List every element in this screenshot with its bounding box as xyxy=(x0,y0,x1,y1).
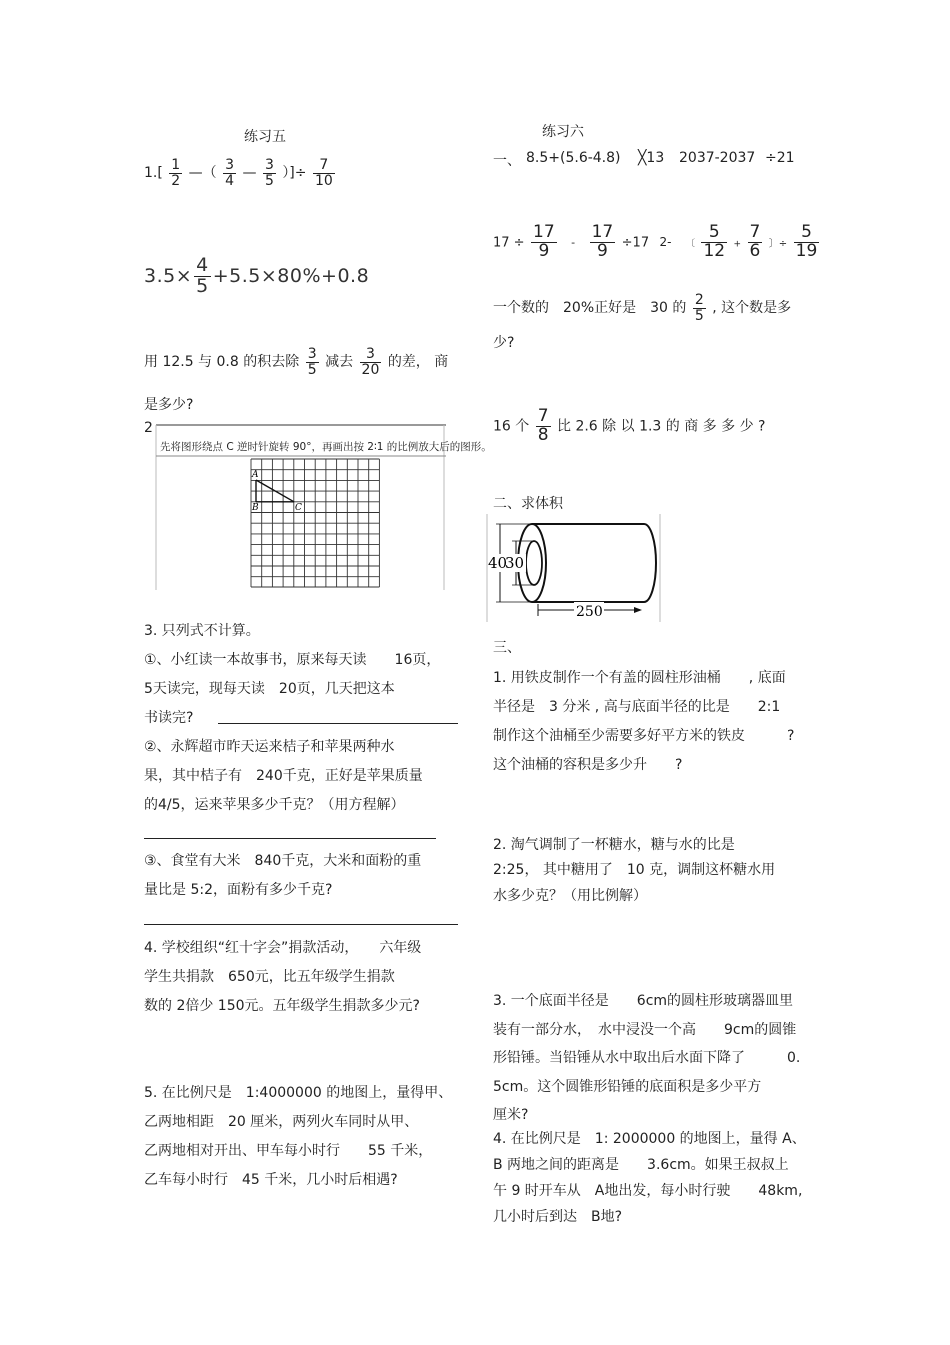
percent-question: 一个数的 20%正好是 30 的 $\frac{2}{5}$ , 这个数是多 xyxy=(493,292,792,324)
decimal-expression: 3.5× $\frac{4}{5}$ +5.5×80%+0.8 xyxy=(144,254,370,297)
question-3-title: 3. 只列式不计算。 xyxy=(144,623,260,639)
s3-p4-line: 4. 在比例尺是 1: 2000000 的地图上，量得 A、 xyxy=(493,1131,806,1147)
fraction: $\frac{7}{8}$ xyxy=(537,406,549,445)
q3-b-line: 果，其中桔子有 240千克，正好是苹果质量 xyxy=(144,768,423,784)
q3-b-line: ②、永辉超市昨天运来桔子和苹果两种水 xyxy=(144,739,395,755)
section-2-title: 二、求体积 xyxy=(493,496,563,512)
s3-p4-line: 几小时后到达 B地? xyxy=(493,1209,623,1225)
s3-p2-line: 2:25， 其中糖用了 10 克，调制这杯糖水用 xyxy=(493,862,776,878)
fraction: $\frac{3}{5}$ xyxy=(307,346,317,378)
calc-expression: ÷21 xyxy=(765,150,795,166)
q3-a-line: 书读完? xyxy=(144,710,194,726)
s3-p1-line: 制作这个油桶至少需要多好平方米的铁皮 ? xyxy=(493,728,795,744)
outer-diameter-label: 40 xyxy=(488,554,508,572)
page-title-left: 练习五 xyxy=(244,129,286,145)
page-title-right: 练习六 xyxy=(542,124,584,140)
s3-p2-line: 水多少克？（用比例解） xyxy=(493,888,647,904)
s3-p3-line: 5cm。这个圆锥形铅锤的底面积是多少平方 xyxy=(493,1079,762,1095)
fraction: $\frac{7}{10}$ xyxy=(314,157,333,189)
q5-line: 乙两地相对开出、甲车每小时行 55 千米， xyxy=(144,1143,433,1159)
calc-expression: 2037-2037 xyxy=(679,150,756,166)
s3-p2-line: 2. 淘气调制了一杯糖水，糖与水的比是 xyxy=(493,837,735,853)
q1-operator: —（ xyxy=(188,165,217,182)
fraction: $\frac{17}{9}$ xyxy=(533,222,555,261)
s3-p3-line: 形铅锤。当铅锤从水中取出后水面下降了 0. xyxy=(493,1050,801,1066)
point-label: A xyxy=(252,470,259,480)
question-1-expression xyxy=(144,158,337,188)
fraction: $\frac{5}{19}$ xyxy=(795,222,818,261)
s3-p3-line: 3. 一个底面半径是 6cm的圆柱形玻璃器皿里 xyxy=(493,993,794,1009)
inner-diameter-label: 30 xyxy=(505,554,525,572)
answer-line xyxy=(218,723,458,724)
q3-a-line: 5天读完，现每天读 20页，几天把这本 xyxy=(144,681,395,697)
grid-lines xyxy=(251,459,379,587)
fraction: $\frac{1}{2}$ xyxy=(171,157,181,189)
fraction-row: 17 ÷ $\frac{17}{9}$ - $\frac{17}{9}$ ÷17 2- 〔 $\frac{5}{12}$ + $\frac{7}{6}$ 〕÷ $\frac{5}{19}$ xyxy=(493,222,818,261)
product-question-cont: 是多少? xyxy=(144,397,194,413)
fraction: $\frac{3}{5}$ xyxy=(264,157,274,189)
cylinder-figure xyxy=(486,514,662,624)
q1-operator: — xyxy=(242,165,257,182)
s3-p4-line: 午 9 时开车从 A地出发，每小时行驶 48km, xyxy=(493,1183,803,1199)
fraction: $\frac{5}{12}$ xyxy=(703,222,726,261)
point-label: C xyxy=(295,503,302,513)
percent-question-cont: 少? xyxy=(493,335,515,351)
q4-line: 学生共捐款 650元，比五年级学生捐款 xyxy=(144,969,395,985)
s3-p1-line: 半径是 3 分米 , 高与底面半径的比是 2:1 xyxy=(493,699,781,715)
point-label: B xyxy=(252,503,259,513)
fraction: $\frac{3}{20}$ xyxy=(361,346,380,378)
q4-line: 数的 2倍少 150元。五年级学生捐款多少元? xyxy=(144,998,420,1014)
s3-p4-line: B 两地之间的距离是 3.6cm。如果王叔叔上 xyxy=(493,1157,789,1173)
question-2-number: 2 xyxy=(144,420,153,436)
section-1-label: 一、 xyxy=(493,153,521,169)
q3-c-line: 量比是 5:2，面粉有多少千克? xyxy=(144,882,333,898)
fraction: $\frac{3}{4}$ xyxy=(225,157,235,189)
fraction: $\frac{17}{9}$ xyxy=(591,222,614,261)
q3-a-line: ①、小红读一本故事书，原来每天读 16页， xyxy=(144,652,441,668)
answer-line xyxy=(144,924,458,925)
q1-prefix: 1.[ xyxy=(144,165,163,182)
grid-instruction: 先将图形绕点 C 逆时针旋转 90°，再画出按 2∶1 的比例放大后的图形。 xyxy=(160,441,492,453)
s3-p3-line: 厘米? xyxy=(493,1107,529,1123)
grid-diagram xyxy=(156,425,492,590)
q3-b-line: 的4/5，运来苹果多少千克？（用方程解） xyxy=(144,797,405,813)
product-question: 用 12.5 与 0.8 的积去除 $\frac{3}{5}$ 减去 $\frac{3}{20}$ 的差， 商 xyxy=(144,346,449,378)
q5-line: 乙两地相距 20 厘米，两列火车同时从甲、 xyxy=(144,1114,419,1130)
calc-expression: ╳13 xyxy=(638,150,665,166)
s3-p3-line: 装有一部分水， 水中浸没一个高 9cm的圆锥 xyxy=(493,1022,797,1038)
q5-line: 乙车每小时行 45 千米，几小时后相遇? xyxy=(144,1172,398,1188)
q4-line: 4. 学校组织“红十字会”捐款活动， 六年级 xyxy=(144,940,422,956)
q3-c-line: ③、食堂有大米 840千克，大米和面粉的重 xyxy=(144,853,422,869)
rotation-figure xyxy=(156,425,492,590)
s3-p1-line: 这个油桶的容积是多少升 ? xyxy=(493,757,683,773)
q5-line: 5. 在比例尺是 1:4000000 的地图上，量得甲、 xyxy=(144,1085,453,1101)
s3-p1-line: 1. 用铁皮制作一个有盖的圆柱形油桶 , 底面 xyxy=(493,670,786,686)
fraction: $\frac{2}{5}$ xyxy=(694,292,704,324)
length-label: 250 xyxy=(576,604,603,620)
section-3-title: 三、 xyxy=(493,640,521,656)
calc-expression: 8.5+(5.6-4.8) xyxy=(526,150,621,166)
fraction: $\frac{7}{6}$ xyxy=(749,222,761,261)
q1-operator: ）]÷ xyxy=(282,165,307,182)
fraction: $\frac{4}{5}$ xyxy=(196,254,209,297)
answer-line xyxy=(144,838,436,839)
sixteen-question: 16 个 $\frac{7}{8}$ 比 2.6 除 以 1.3 的 商 多 多 少 ? xyxy=(493,406,766,445)
hollow-cylinder-diagram xyxy=(486,514,662,624)
